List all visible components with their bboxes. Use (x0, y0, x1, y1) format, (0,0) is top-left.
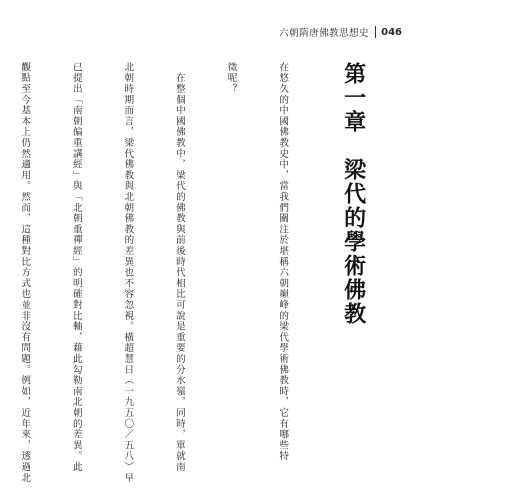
chapter-heading (338, 62, 368, 462)
body-line: 已提出「南朝偏重講經」與「北朝重禪經」的明確對比軸，藉此勾勒南北朝的差異。此 (70, 62, 82, 473)
running-header (279, 24, 402, 40)
vertical-text-block (19, 62, 402, 484)
body-line: 北朝時期而言，梁代佛教與北朝佛教的差異也不容忽視。橫超慧日（一九五〇／五八）早 (122, 62, 134, 484)
body-line: 觀點至今基本上仍然適用。然而，這種對比方式也並非沒有問題。例如，近年來，透過北 (19, 62, 31, 484)
page-number: 046 (381, 26, 402, 38)
body-line: 在悠久的中國佛教史中，當我們關注於堪稱六朝巔峰的梁代學術佛教時，它有哪些特 (277, 62, 289, 462)
body-line: 徵呢？ (225, 62, 237, 95)
chapter-number: 第一章 (340, 62, 366, 134)
header-divider (375, 26, 376, 38)
running-header-book-title: 六朝隋唐佛教思想史 (279, 28, 370, 39)
chapter-title: 梁代的學術佛教 (340, 158, 366, 326)
body-line: 在整個中國佛教中，梁代的佛教與前後時代相比可說是重要的分水嶺，同時，單就南 (173, 62, 185, 473)
